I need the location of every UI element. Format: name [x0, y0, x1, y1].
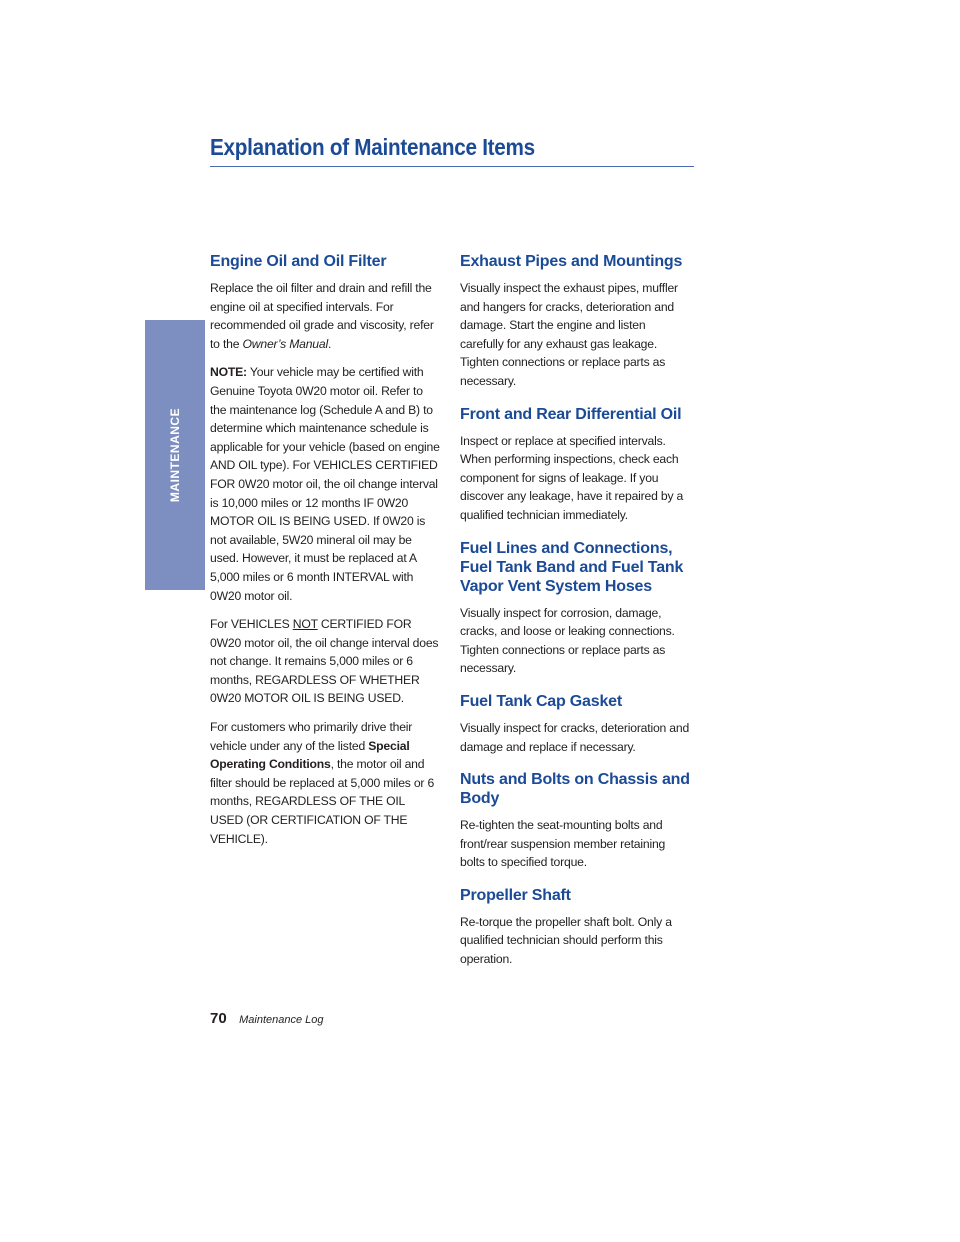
not-emphasis: NOT — [292, 617, 318, 632]
section-exhaust — [460, 252, 690, 391]
section-heading: Front and Rear Differential Oil — [460, 405, 682, 423]
section-cap-gasket — [460, 692, 690, 756]
note-paragraph — [210, 363, 440, 605]
note-label: NOTE: — [210, 365, 247, 380]
paragraph — [210, 718, 440, 848]
section-nuts-bolts — [460, 770, 690, 872]
note-text: Your vehicle may be certified with Genuine Toyota 0W20 motor oil. Refer to the maintenance log (Schedule A and B) to determine which maintenance schedule is applicable for your vehicle (based on engine AND OIL type). For VEHICLES CERTIFIED FOR 0W20 motor oil, the oil change interval is 10,000 miles or 12 months IF 0W20 MOTOR OIL IS BEING USED. If 0W20 is not available, 5W20 mineral oil may be used. However, it must be replaced at A 5,000 miles or 6 month INTERVAL with 0W20 motor oil. — [210, 365, 440, 603]
side-tab-label: MAINTENANCE — [168, 407, 182, 503]
section-heading: Exhaust Pipes and Mountings — [460, 253, 683, 270]
special-conditions-ref: Special Operating Conditions — [210, 738, 410, 772]
section-differential — [460, 405, 690, 525]
title-rule — [210, 166, 694, 167]
section-propeller — [460, 886, 690, 969]
paragraph: Re-tighten the seat-mounting bolts and front/rear suspension member retaining bolts to specified torque. — [460, 818, 666, 870]
page-number: 70 — [210, 1010, 227, 1027]
section-heading: Nuts and Bolts on Chassis and Body — [460, 771, 690, 808]
paragraph — [210, 615, 440, 708]
paragraph-end: . — [327, 336, 332, 351]
paragraph: Re-torque the propeller shaft bolt. Only a qualified technician should perform this operation. — [460, 914, 672, 967]
section-fuel-lines — [460, 539, 690, 678]
owners-manual-ref: Owner’s Manual — [242, 336, 328, 351]
paragraph: Inspect or replace at specified intervals. When performing inspections, check each component for signs of leakage. If you discover any leakage, have it repaired by a qualified technician immediately. — [460, 433, 684, 522]
section-heading: Fuel Lines and Connections, Fuel Tank Band and Fuel Tank Vapor Vent System Hoses — [460, 539, 684, 595]
paragraph-text: For customers who primarily drive their vehicle under any of the listed — [210, 720, 413, 753]
paragraph-text: , the motor oil and filter should be replaced at 5,000 miles or 6 months, REGARDLESS OF THE OIL USED (OR CERTIFICATION OF THE VEHICLE). — [210, 757, 435, 846]
right-column — [460, 252, 690, 983]
paragraph: Visually inspect the exhaust pipes, muffler and hangers for cracks, deterioration and damage. Start the engine and listen carefully for any exhaust gas leakage. Tighten connections or replace parts as necessary. — [460, 281, 678, 388]
section-engine-oil — [210, 252, 440, 848]
left-column — [210, 252, 440, 862]
paragraph: Visually inspect for cracks, deterioration and damage and replace if necessary. — [460, 720, 690, 754]
paragraph-text: CERTIFIED FOR 0W20 motor oil, the oil change interval does not change. It remains 5,000 miles or 6 months, REGARDLESS OF WHETHER 0W20 MOTOR OIL IS BEING USED. — [210, 617, 439, 706]
footer-label: Maintenance Log — [239, 1014, 324, 1026]
paragraph — [210, 279, 440, 353]
paragraph: Visually inspect for corrosion, damage, cracks, and loose or leaking connections. Tighten connections or replace parts as necessary. — [460, 605, 675, 676]
paragraph-text: For VEHICLES — [210, 617, 293, 632]
section-heading: Propeller Shaft — [460, 886, 571, 904]
side-tab — [145, 320, 205, 590]
page-footer — [210, 1010, 324, 1028]
paragraph-text: Replace the oil filter and drain and refill the engine oil at specified intervals. For recommended oil grade and viscosity, refer to the — [210, 281, 434, 351]
section-heading: Fuel Tank Cap Gasket — [460, 692, 622, 710]
section-heading: Engine Oil and Oil Filter — [210, 253, 387, 270]
page-title: Explanation of Maintenance Items — [210, 134, 535, 160]
